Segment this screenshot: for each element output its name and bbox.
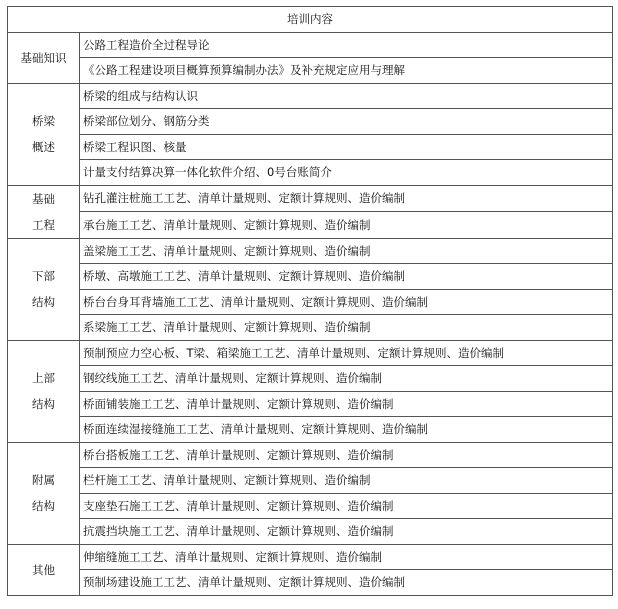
training-content-table [7, 6, 613, 596]
content-item: 栏杆施工工艺、清单计量规则、定额计算规则、造价编制 [80, 468, 613, 494]
content-item: 系梁施工工艺、清单计量规则、定额计算规则、造价编制 [80, 315, 613, 341]
header-row [8, 7, 613, 33]
content-item: 公路工程造价全过程导论 [80, 32, 613, 58]
category-label: 基础知识 [20, 50, 67, 65]
content-item: 桥梁的组成与结构认识 [80, 83, 613, 109]
content-item: 桥台搭板施工工艺、清单计量规则、定额计算规则、造价编制 [80, 442, 613, 468]
category-cell [8, 185, 80, 238]
table-body [8, 32, 613, 595]
category-cell [8, 83, 80, 185]
category-label: 上部 [32, 371, 55, 385]
category-cell [8, 340, 80, 442]
table-row [8, 32, 613, 58]
table-row [8, 185, 613, 212]
table-row [8, 289, 613, 315]
table-row [8, 58, 613, 84]
table-row [8, 109, 613, 135]
table-row [8, 519, 613, 545]
table-row [8, 83, 613, 109]
category-label: 下部 [32, 269, 55, 283]
category-label: 桥梁 [32, 114, 55, 128]
category-label: 结构 [32, 295, 55, 309]
table-row [8, 340, 613, 366]
table-row [8, 468, 613, 494]
table-row [8, 134, 613, 160]
category-cell [8, 442, 80, 544]
table-row [8, 570, 613, 596]
content-item: 预制预应力空心板、T梁、箱梁施工工艺、清单计量规则、定额计算规则、造价编制 [80, 340, 613, 366]
category-cell [8, 238, 80, 340]
content-item: 抗震挡块施工工艺、清单计量规则、定额计算规则、造价编制 [80, 519, 613, 545]
content-item: 桥墩、高墩施工工艺、清单计量规则、定额计算规则、造价编制 [80, 264, 613, 290]
table-row [8, 391, 613, 417]
content-item: 计量支付结算决算一体化软件介绍、0号台账简介 [80, 160, 613, 186]
table-row [8, 315, 613, 341]
category-cell [8, 32, 80, 83]
category-cell [8, 544, 80, 595]
content-item: 盖梁施工工艺、清单计量规则、定额计算规则、造价编制 [80, 238, 613, 264]
table-row [8, 160, 613, 186]
content-item: 钻孔灌注桩施工工艺、清单计量规则、定额计算规则、造价编制 [80, 185, 613, 212]
content-item: 钢绞线施工工艺、清单计量规则、定额计算规则、造价编制 [80, 366, 613, 392]
table-header: 培训内容 [8, 7, 613, 33]
table-row [8, 417, 613, 443]
category-label: 基础 [32, 191, 55, 206]
category-label: 结构 [32, 499, 55, 513]
content-item: 《公路工程建设项目概算预算编制办法》及补充规定应用与理解 [80, 58, 613, 84]
content-item: 伸缩缝施工工艺、清单计量规则、定额计算规则、造价编制 [80, 544, 613, 570]
table-row [8, 493, 613, 519]
table-row [8, 238, 613, 264]
content-item: 桥面铺装施工工艺、清单计量规则、定额计算规则、造价编制 [80, 391, 613, 417]
category-label: 概述 [32, 140, 55, 154]
category-label: 其他 [32, 562, 55, 577]
content-item: 桥梁部位划分、钢筋分类 [80, 109, 613, 135]
table-row [8, 544, 613, 570]
content-item: 桥台台身耳背墙施工工艺、清单计量规则、定额计算规则、造价编制 [80, 289, 613, 315]
category-label: 结构 [32, 397, 55, 411]
table-row [8, 442, 613, 468]
category-label: 工程 [32, 217, 55, 232]
table-row [8, 264, 613, 290]
content-item: 支座垫石施工工艺、清单计量规则、定额计算规则、造价编制 [80, 493, 613, 519]
table-row [8, 212, 613, 239]
content-item: 桥面连续湿接缝施工工艺、清单计量规则、定额计算规则、造价编制 [80, 417, 613, 443]
content-item: 桥梁工程识图、核量 [80, 134, 613, 160]
content-item: 承台施工工艺、清单计量规则、定额计算规则、造价编制 [80, 212, 613, 239]
category-label: 附属 [32, 473, 55, 487]
content-item: 预制场建设施工工艺、清单计量规则、定额计算规则、造价编制 [80, 570, 613, 596]
table-row [8, 366, 613, 392]
